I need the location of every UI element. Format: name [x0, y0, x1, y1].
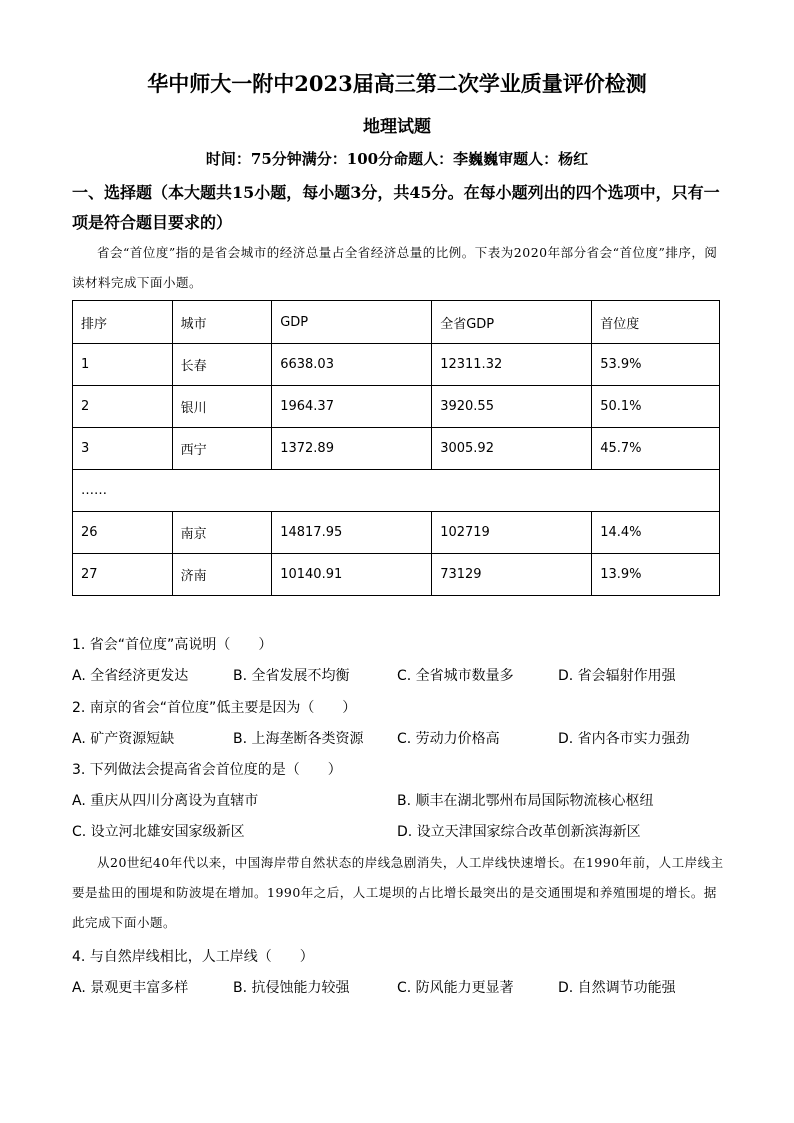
option-c: C. 劳动力价格高	[397, 731, 500, 747]
option-b: B. 顺丰在湖北鄂州布局国际物流核心枢纽	[397, 793, 654, 809]
table-cell: 西宁	[172, 428, 272, 470]
exam-title: 华中师大一附中2023届高三第二次学业质量评价检测	[147, 71, 647, 96]
table-cell: 1372.89	[272, 428, 432, 470]
option-b: B. 抗侵蚀能力较强	[233, 980, 350, 996]
option-c: C. 设立河北雄安国家级新区	[72, 824, 245, 840]
table-header-row	[73, 301, 720, 344]
option-a: A. 全省经济更发达	[72, 668, 189, 684]
table-cell: 济南	[172, 554, 272, 596]
question-stem: 4. 与自然岸线相比，人工岸线（ ）	[72, 949, 314, 965]
table-cell: 3920.55	[432, 386, 592, 428]
primacy-table	[72, 300, 720, 596]
option-c: C. 全省城市数量多	[397, 668, 514, 684]
table-header: GDP	[272, 301, 432, 344]
section-heading: 一、选择题（本大题共15小题，每小题3分，共45分。在每小题列出的四个选项中，只有一项是符合题目要求的）	[72, 183, 720, 232]
table-cell: 南京	[172, 512, 272, 554]
question-stem: 3. 下列做法会提高省会首位度的是（ ）	[72, 762, 342, 778]
option-d: D. 设立天津国家综合改革创新滨海新区	[397, 824, 641, 840]
table-cell: 长春	[172, 344, 272, 386]
option-c: C. 防风能力更显著	[397, 980, 514, 996]
exam-meta: 时间：75分钟满分：100分命题人：李巍巍审题人：杨红	[205, 150, 589, 168]
option-b: B. 全省发展不均衡	[233, 668, 350, 684]
table-row-ellipsis	[73, 470, 720, 512]
option-d: D. 省会辐射作用强	[558, 668, 676, 684]
table-cell: 2	[73, 386, 173, 428]
option-a: A. 矿产资源短缺	[72, 731, 175, 747]
table-row	[73, 554, 720, 596]
table-ellipsis: ……	[73, 470, 720, 512]
table-cell: 3005.92	[432, 428, 592, 470]
table-header: 排序	[73, 301, 173, 344]
table-cell: 27	[73, 554, 173, 596]
option-d: D. 自然调节功能强	[558, 980, 676, 996]
table-cell: 73129	[432, 554, 592, 596]
table-cell: 102719	[432, 512, 592, 554]
table-cell: 45.7%	[592, 428, 720, 470]
table-header: 首位度	[592, 301, 720, 344]
table-cell: 银川	[172, 386, 272, 428]
table-cell: 6638.03	[272, 344, 432, 386]
table-row	[73, 386, 720, 428]
question-stem: 2. 南京的省会“首位度”低主要是因为（ ）	[72, 700, 357, 716]
table-cell: 14.4%	[592, 512, 720, 554]
table-row	[73, 428, 720, 470]
passage-capital-primacy: 省会“首位度”指的是省会城市的经济总量占全省经济总量的比例。下表为2020年部分省会“首位度”排序，阅读材料完成下面小题。	[72, 245, 718, 290]
table-row	[73, 344, 720, 386]
table-header: 城市	[172, 301, 272, 344]
table-row	[73, 512, 720, 554]
table-cell: 14817.95	[272, 512, 432, 554]
option-d: D. 省内各市实力强劲	[558, 731, 690, 747]
table-cell: 50.1%	[592, 386, 720, 428]
table-cell: 53.9%	[592, 344, 720, 386]
option-b: B. 上海垄断各类资源	[233, 731, 364, 747]
table-cell: 13.9%	[592, 554, 720, 596]
option-a: A. 景观更丰富多样	[72, 980, 189, 996]
table-cell: 12311.32	[432, 344, 592, 386]
table-cell: 10140.91	[272, 554, 432, 596]
question-stem: 1. 省会“首位度”高说明（ ）	[72, 637, 273, 653]
passage-coastline: 从20世纪40年代以来，中国海岸带自然状态的岸线急剧消失，人工岸线快速增长。在1990年前，人工岸线主要是盐田的围堤和防波堤在增加。1990年之后，人工堤坝的占比增长最突出的是交通围堤和养殖围堤的增长。据此完成下面小题。	[72, 855, 724, 930]
exam-subject: 地理试题	[363, 117, 431, 137]
option-a: A. 重庆从四川分离设为直辖市	[72, 793, 259, 809]
table-cell: 1	[73, 344, 173, 386]
table-header: 全省GDP	[432, 301, 592, 344]
table-cell: 26	[73, 512, 173, 554]
table-cell: 3	[73, 428, 173, 470]
table-cell: 1964.37	[272, 386, 432, 428]
